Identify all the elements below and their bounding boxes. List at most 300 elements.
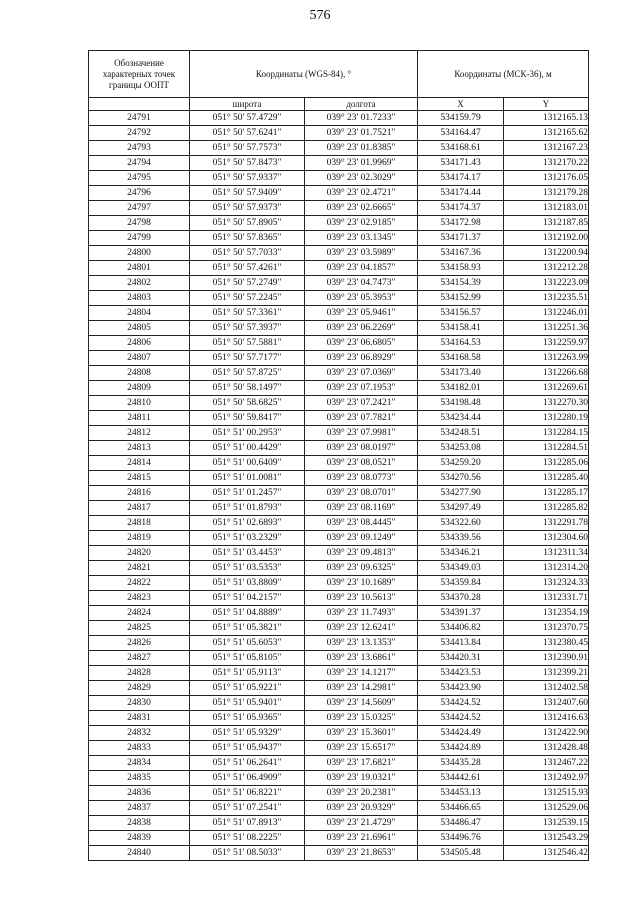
table-row	[89, 231, 589, 246]
y-cell: 1312280.19	[504, 411, 589, 426]
x-cell: 534297.49	[418, 501, 504, 516]
y-cell: 1312539.15	[504, 816, 589, 831]
x-cell: 534158.93	[418, 261, 504, 276]
y-cell: 1312291.78	[504, 516, 589, 531]
header-designation: Обозначение характерных точек границы ООПТ	[89, 51, 190, 98]
table-row	[89, 516, 589, 531]
header-x: X	[418, 98, 504, 111]
longitude-cell: 039° 23' 07.0369"	[305, 366, 418, 381]
y-cell: 1312402.58	[504, 681, 589, 696]
point-id: 24794	[89, 156, 190, 171]
longitude-cell: 039° 23' 06.2269"	[305, 321, 418, 336]
x-cell: 534174.37	[418, 201, 504, 216]
latitude-cell: 051° 51' 05.9365"	[190, 711, 305, 726]
latitude-cell: 051° 51' 04.2157"	[190, 591, 305, 606]
y-cell: 1312314.20	[504, 561, 589, 576]
point-id: 24818	[89, 516, 190, 531]
point-id: 24792	[89, 126, 190, 141]
x-cell: 534173.40	[418, 366, 504, 381]
longitude-cell: 039° 23' 13.1353"	[305, 636, 418, 651]
latitude-cell: 051° 51' 08.5033"	[190, 846, 305, 861]
latitude-cell: 051° 51' 05.8105"	[190, 651, 305, 666]
x-cell: 534270.56	[418, 471, 504, 486]
y-cell: 1312192.00	[504, 231, 589, 246]
latitude-cell: 051° 50' 57.9337"	[190, 171, 305, 186]
table-row	[89, 186, 589, 201]
table-row	[89, 291, 589, 306]
y-cell: 1312259.97	[504, 336, 589, 351]
point-id: 24791	[89, 111, 190, 126]
longitude-cell: 039° 23' 08.0701"	[305, 486, 418, 501]
table-row	[89, 246, 589, 261]
table-row	[89, 411, 589, 426]
x-cell: 534154.39	[418, 276, 504, 291]
point-id: 24825	[89, 621, 190, 636]
point-id: 24840	[89, 846, 190, 861]
point-id: 24834	[89, 756, 190, 771]
point-id: 24797	[89, 201, 190, 216]
longitude-cell: 039° 23' 08.0773"	[305, 471, 418, 486]
latitude-cell: 051° 50' 57.3937"	[190, 321, 305, 336]
longitude-cell: 039° 23' 21.4729"	[305, 816, 418, 831]
x-cell: 534370.28	[418, 591, 504, 606]
x-cell: 534152.99	[418, 291, 504, 306]
point-id: 24831	[89, 711, 190, 726]
table-row	[89, 276, 589, 291]
x-cell: 534253.08	[418, 441, 504, 456]
y-cell: 1312515.93	[504, 786, 589, 801]
y-cell: 1312263.99	[504, 351, 589, 366]
latitude-cell: 051° 51' 06.8221"	[190, 786, 305, 801]
y-cell: 1312331.71	[504, 591, 589, 606]
latitude-cell: 051° 50' 57.3361"	[190, 306, 305, 321]
table-row	[89, 486, 589, 501]
latitude-cell: 051° 51' 05.9113"	[190, 666, 305, 681]
point-id: 24814	[89, 456, 190, 471]
table-row	[89, 111, 589, 126]
latitude-cell: 051° 50' 57.5881"	[190, 336, 305, 351]
longitude-cell: 039° 23' 14.1217"	[305, 666, 418, 681]
x-cell: 534339.56	[418, 531, 504, 546]
x-cell: 534259.20	[418, 456, 504, 471]
longitude-cell: 039° 23' 11.7493"	[305, 606, 418, 621]
x-cell: 534359.84	[418, 576, 504, 591]
y-cell: 1312407.60	[504, 696, 589, 711]
longitude-cell: 039° 23' 07.7821"	[305, 411, 418, 426]
x-cell: 534159.79	[418, 111, 504, 126]
latitude-cell: 051° 50' 57.4729"	[190, 111, 305, 126]
point-id: 24826	[89, 636, 190, 651]
table-row	[89, 771, 589, 786]
x-cell: 534156.57	[418, 306, 504, 321]
point-id: 24821	[89, 561, 190, 576]
point-id: 24820	[89, 546, 190, 561]
header-y: Y	[504, 98, 589, 111]
longitude-cell: 039° 23' 19.0321"	[305, 771, 418, 786]
point-id: 24798	[89, 216, 190, 231]
latitude-cell: 051° 51' 04.8889"	[190, 606, 305, 621]
y-cell: 1312246.01	[504, 306, 589, 321]
point-id: 24835	[89, 771, 190, 786]
x-cell: 534423.90	[418, 681, 504, 696]
x-cell: 534168.58	[418, 351, 504, 366]
table-row	[89, 696, 589, 711]
table-body	[89, 111, 589, 861]
latitude-cell: 051° 50' 58.1497"	[190, 381, 305, 396]
header-msk36: Координаты (МСК-36), м	[418, 51, 589, 98]
header-longitude: долгота	[305, 98, 418, 111]
coordinates-table	[88, 50, 589, 861]
latitude-cell: 051° 51' 05.9401"	[190, 696, 305, 711]
latitude-cell: 051° 50' 57.7033"	[190, 246, 305, 261]
latitude-cell: 051° 50' 57.9409"	[190, 186, 305, 201]
table-row	[89, 216, 589, 231]
table-row	[89, 666, 589, 681]
latitude-cell: 051° 50' 57.7177"	[190, 351, 305, 366]
y-cell: 1312170.22	[504, 156, 589, 171]
x-cell: 534172.98	[418, 216, 504, 231]
latitude-cell: 051° 51' 00.2953"	[190, 426, 305, 441]
longitude-cell: 039° 23' 09.4813"	[305, 546, 418, 561]
x-cell: 534346.21	[418, 546, 504, 561]
latitude-cell: 051° 51' 05.3821"	[190, 621, 305, 636]
table-row	[89, 471, 589, 486]
y-cell: 1312165.62	[504, 126, 589, 141]
point-id: 24811	[89, 411, 190, 426]
latitude-cell: 051° 51' 08.2225"	[190, 831, 305, 846]
longitude-cell: 039° 23' 08.0197"	[305, 441, 418, 456]
point-id: 24836	[89, 786, 190, 801]
table-row	[89, 756, 589, 771]
table-row	[89, 831, 589, 846]
longitude-cell: 039° 23' 06.8929"	[305, 351, 418, 366]
table-row	[89, 786, 589, 801]
x-cell: 534164.47	[418, 126, 504, 141]
point-id: 24809	[89, 381, 190, 396]
y-cell: 1312165.13	[504, 111, 589, 126]
point-id: 24838	[89, 816, 190, 831]
latitude-cell: 051° 50' 57.2749"	[190, 276, 305, 291]
point-id: 24793	[89, 141, 190, 156]
longitude-cell: 039° 23' 01.7233"	[305, 111, 418, 126]
latitude-cell: 051° 51' 03.8809"	[190, 576, 305, 591]
table-row	[89, 681, 589, 696]
longitude-cell: 039° 23' 13.6861"	[305, 651, 418, 666]
x-cell: 534164.53	[418, 336, 504, 351]
y-cell: 1312285.06	[504, 456, 589, 471]
latitude-cell: 051° 50' 59.8417"	[190, 411, 305, 426]
x-cell: 534168.61	[418, 141, 504, 156]
table-row	[89, 591, 589, 606]
x-cell: 534406.82	[418, 621, 504, 636]
table-row	[89, 336, 589, 351]
longitude-cell: 039° 23' 20.9329"	[305, 801, 418, 816]
table-row	[89, 426, 589, 441]
x-cell: 534424.52	[418, 696, 504, 711]
longitude-cell: 039° 23' 10.5613"	[305, 591, 418, 606]
x-cell: 534442.61	[418, 771, 504, 786]
y-cell: 1312270.30	[504, 396, 589, 411]
table-row	[89, 816, 589, 831]
longitude-cell: 039° 23' 07.9981"	[305, 426, 418, 441]
y-cell: 1312269.61	[504, 381, 589, 396]
point-id: 24801	[89, 261, 190, 276]
latitude-cell: 051° 51' 01.8793"	[190, 501, 305, 516]
x-cell: 534413.84	[418, 636, 504, 651]
longitude-cell: 039° 23' 01.9969"	[305, 156, 418, 171]
table-row	[89, 531, 589, 546]
latitude-cell: 051° 51' 02.6893"	[190, 516, 305, 531]
header-blank	[89, 98, 190, 111]
y-cell: 1312324.33	[504, 576, 589, 591]
table-row	[89, 501, 589, 516]
y-cell: 1312285.40	[504, 471, 589, 486]
latitude-cell: 051° 51' 06.4909"	[190, 771, 305, 786]
point-id: 24803	[89, 291, 190, 306]
x-cell: 534171.37	[418, 231, 504, 246]
y-cell: 1312179.28	[504, 186, 589, 201]
latitude-cell: 051° 50' 57.4261"	[190, 261, 305, 276]
latitude-cell: 051° 51' 06.2641"	[190, 756, 305, 771]
y-cell: 1312284.51	[504, 441, 589, 456]
table-row	[89, 126, 589, 141]
longitude-cell: 039° 23' 07.1953"	[305, 381, 418, 396]
y-cell: 1312399.21	[504, 666, 589, 681]
latitude-cell: 051° 50' 57.9373"	[190, 201, 305, 216]
y-cell: 1312183.01	[504, 201, 589, 216]
table-row	[89, 636, 589, 651]
x-cell: 534171.43	[418, 156, 504, 171]
longitude-cell: 039° 23' 15.3601"	[305, 726, 418, 741]
y-cell: 1312492.97	[504, 771, 589, 786]
x-cell: 534167.36	[418, 246, 504, 261]
point-id: 24805	[89, 321, 190, 336]
y-cell: 1312546.42	[504, 846, 589, 861]
x-cell: 534496.76	[418, 831, 504, 846]
longitude-cell: 039° 23' 05.3953"	[305, 291, 418, 306]
table-row	[89, 726, 589, 741]
y-cell: 1312311.34	[504, 546, 589, 561]
point-id: 24815	[89, 471, 190, 486]
table-row	[89, 171, 589, 186]
longitude-cell: 039° 23' 05.9461"	[305, 306, 418, 321]
x-cell: 534420.31	[418, 651, 504, 666]
longitude-cell: 039° 23' 08.0521"	[305, 456, 418, 471]
y-cell: 1312467.22	[504, 756, 589, 771]
y-cell: 1312200.94	[504, 246, 589, 261]
latitude-cell: 051° 51' 03.2329"	[190, 531, 305, 546]
point-id: 24799	[89, 231, 190, 246]
y-cell: 1312304.60	[504, 531, 589, 546]
longitude-cell: 039° 23' 03.5989"	[305, 246, 418, 261]
table-row	[89, 846, 589, 861]
table-row	[89, 321, 589, 336]
table-row	[89, 741, 589, 756]
longitude-cell: 039° 23' 02.6665"	[305, 201, 418, 216]
point-id: 24795	[89, 171, 190, 186]
point-id: 24816	[89, 486, 190, 501]
longitude-cell: 039° 23' 07.2421"	[305, 396, 418, 411]
x-cell: 534349.03	[418, 561, 504, 576]
point-id: 24833	[89, 741, 190, 756]
longitude-cell: 039° 23' 12.6241"	[305, 621, 418, 636]
latitude-cell: 051° 51' 07.2541"	[190, 801, 305, 816]
longitude-cell: 039° 23' 17.6821"	[305, 756, 418, 771]
table-row	[89, 576, 589, 591]
latitude-cell: 051° 50' 58.6825"	[190, 396, 305, 411]
point-id: 24810	[89, 396, 190, 411]
table-row	[89, 606, 589, 621]
y-cell: 1312284.15	[504, 426, 589, 441]
point-id: 24837	[89, 801, 190, 816]
point-id: 24832	[89, 726, 190, 741]
latitude-cell: 051° 50' 57.6241"	[190, 126, 305, 141]
point-id: 24812	[89, 426, 190, 441]
point-id: 24822	[89, 576, 190, 591]
point-id: 24827	[89, 651, 190, 666]
latitude-cell: 051° 51' 03.4453"	[190, 546, 305, 561]
x-cell: 534505.48	[418, 846, 504, 861]
y-cell: 1312416.63	[504, 711, 589, 726]
longitude-cell: 039° 23' 02.4721"	[305, 186, 418, 201]
x-cell: 534248.51	[418, 426, 504, 441]
table-row	[89, 711, 589, 726]
latitude-cell: 051° 51' 05.9221"	[190, 681, 305, 696]
table-row	[89, 351, 589, 366]
table-row	[89, 621, 589, 636]
latitude-cell: 051° 51' 05.6053"	[190, 636, 305, 651]
x-cell: 534322.60	[418, 516, 504, 531]
point-id: 24807	[89, 351, 190, 366]
longitude-cell: 039° 23' 02.3029"	[305, 171, 418, 186]
table-row	[89, 396, 589, 411]
longitude-cell: 039° 23' 04.1857"	[305, 261, 418, 276]
x-cell: 534486.47	[418, 816, 504, 831]
y-cell: 1312390.91	[504, 651, 589, 666]
x-cell: 534424.52	[418, 711, 504, 726]
y-cell: 1312543.29	[504, 831, 589, 846]
table-row	[89, 546, 589, 561]
y-cell: 1312187.85	[504, 216, 589, 231]
y-cell: 1312176.05	[504, 171, 589, 186]
x-cell: 534174.17	[418, 171, 504, 186]
latitude-cell: 051° 50' 57.8905"	[190, 216, 305, 231]
x-cell: 534453.13	[418, 786, 504, 801]
y-cell: 1312529.06	[504, 801, 589, 816]
header-wgs84: Координаты (WGS-84), °	[190, 51, 418, 98]
y-cell: 1312428.48	[504, 741, 589, 756]
x-cell: 534424.89	[418, 741, 504, 756]
point-id: 24796	[89, 186, 190, 201]
longitude-cell: 039° 23' 14.5609"	[305, 696, 418, 711]
table-row	[89, 441, 589, 456]
latitude-cell: 051° 50' 57.8725"	[190, 366, 305, 381]
y-cell: 1312285.17	[504, 486, 589, 501]
x-cell: 534277.90	[418, 486, 504, 501]
point-id: 24808	[89, 366, 190, 381]
table-row	[89, 381, 589, 396]
point-id: 24817	[89, 501, 190, 516]
latitude-cell: 051° 51' 03.5353"	[190, 561, 305, 576]
latitude-cell: 051° 51' 05.9437"	[190, 741, 305, 756]
point-id: 24819	[89, 531, 190, 546]
y-cell: 1312380.45	[504, 636, 589, 651]
latitude-cell: 051° 51' 01.2457"	[190, 486, 305, 501]
table-row	[89, 366, 589, 381]
table-row	[89, 651, 589, 666]
longitude-cell: 039° 23' 04.7473"	[305, 276, 418, 291]
x-cell: 534198.48	[418, 396, 504, 411]
longitude-cell: 039° 23' 08.1169"	[305, 501, 418, 516]
latitude-cell: 051° 51' 07.8913"	[190, 816, 305, 831]
latitude-cell: 051° 50' 57.7573"	[190, 141, 305, 156]
longitude-cell: 039° 23' 06.6805"	[305, 336, 418, 351]
point-id: 24830	[89, 696, 190, 711]
y-cell: 1312235.51	[504, 291, 589, 306]
latitude-cell: 051° 51' 00.4429"	[190, 441, 305, 456]
table-row	[89, 141, 589, 156]
x-cell: 534435.28	[418, 756, 504, 771]
point-id: 24839	[89, 831, 190, 846]
y-cell: 1312266.68	[504, 366, 589, 381]
point-id: 24828	[89, 666, 190, 681]
y-cell: 1312251.36	[504, 321, 589, 336]
x-cell: 534174.44	[418, 186, 504, 201]
point-id: 24800	[89, 246, 190, 261]
y-cell: 1312167.23	[504, 141, 589, 156]
table-row	[89, 801, 589, 816]
x-cell: 534424.49	[418, 726, 504, 741]
table-row	[89, 306, 589, 321]
x-cell: 534182.01	[418, 381, 504, 396]
longitude-cell: 039° 23' 21.8653"	[305, 846, 418, 861]
longitude-cell: 039° 23' 02.9185"	[305, 216, 418, 231]
x-cell: 534423.53	[418, 666, 504, 681]
longitude-cell: 039° 23' 01.8385"	[305, 141, 418, 156]
table-row	[89, 201, 589, 216]
x-cell: 534391.37	[418, 606, 504, 621]
longitude-cell: 039° 23' 09.1249"	[305, 531, 418, 546]
x-cell: 534234.44	[418, 411, 504, 426]
table-row	[89, 261, 589, 276]
longitude-cell: 039° 23' 01.7521"	[305, 126, 418, 141]
longitude-cell: 039° 23' 08.4445"	[305, 516, 418, 531]
latitude-cell: 051° 51' 05.9329"	[190, 726, 305, 741]
y-cell: 1312370.75	[504, 621, 589, 636]
longitude-cell: 039° 23' 14.2981"	[305, 681, 418, 696]
point-id: 24806	[89, 336, 190, 351]
y-cell: 1312223.09	[504, 276, 589, 291]
table-row	[89, 561, 589, 576]
longitude-cell: 039° 23' 15.6517"	[305, 741, 418, 756]
longitude-cell: 039° 23' 15.0325"	[305, 711, 418, 726]
point-id: 24824	[89, 606, 190, 621]
longitude-cell: 039° 23' 20.2381"	[305, 786, 418, 801]
point-id: 24829	[89, 681, 190, 696]
longitude-cell: 039° 23' 21.6961"	[305, 831, 418, 846]
table-row	[89, 156, 589, 171]
table-row	[89, 456, 589, 471]
latitude-cell: 051° 50' 57.2245"	[190, 291, 305, 306]
latitude-cell: 051° 50' 57.8365"	[190, 231, 305, 246]
latitude-cell: 051° 51' 00.6409"	[190, 456, 305, 471]
header-latitude: широта	[190, 98, 305, 111]
point-id: 24804	[89, 306, 190, 321]
point-id: 24813	[89, 441, 190, 456]
longitude-cell: 039° 23' 10.1689"	[305, 576, 418, 591]
page-number: 576	[309, 8, 331, 23]
y-cell: 1312422.90	[504, 726, 589, 741]
